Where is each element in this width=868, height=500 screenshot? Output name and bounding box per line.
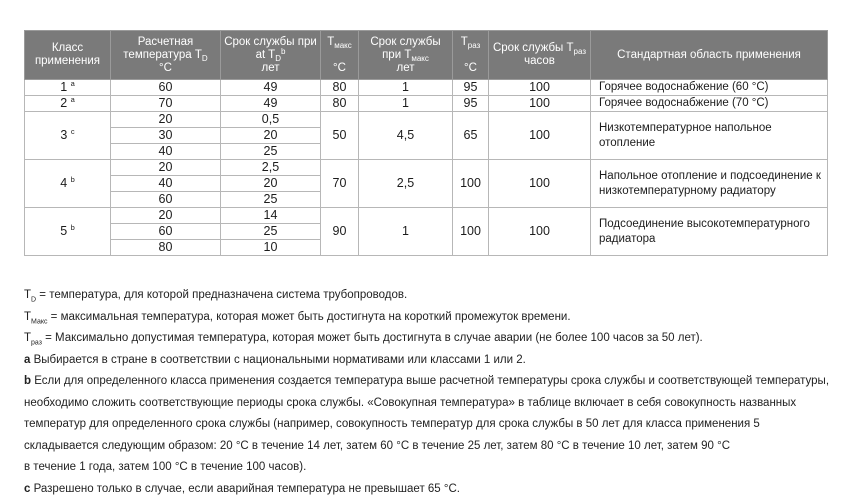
tmax-cell: 80 [321,96,359,112]
hours-cell: 100 [489,112,591,160]
note-b: b Если для определенного класса применения создается температура выше расчетной температуры срока службы и соответствующей температуры, [24,375,830,387]
application-cell: Низкотемпературное напольное отопление [591,112,828,160]
table-row [25,80,828,96]
life-max-cell: 1 [359,208,453,256]
header-life-at-tmal: Срок службы $T_{раз}$ часов [489,31,591,80]
life-cell: 25 [221,192,321,208]
life-cell: 25 [221,224,321,240]
class-cell: 1 $^a$ [25,80,111,96]
td-cell: 20 [111,208,221,224]
td-cell: 20 [111,160,221,176]
tmal-cell: 100 [453,208,489,256]
tmax-cell: 70 [321,160,359,208]
td-cell: 80 [111,240,221,256]
class-cell: 4 $^b$ [25,160,111,208]
application-cell: Подсоединение высокотемпературного радиатора [591,208,828,256]
hours-cell: 100 [489,96,591,112]
td-cell: 20 [111,112,221,128]
table-notes [24,285,854,500]
tmax-cell: 90 [321,208,359,256]
note-td: $T_D$ = температура, для которой предназначена система трубопроводов. [24,289,408,304]
header-life-at-td: Срок службы при at $T_D^b$ лет [221,31,321,80]
note-b-line3: температур для определенного срока службы (например, совокупность температур для срока службы в 50 лет для класса применения 5 [24,418,760,430]
application-cell: Напольное отопление и подсоединение к низкотемпературному радиатору [591,160,828,208]
header-tmax: $T_{макс}$ °C [321,31,359,80]
hours-cell: 100 [489,160,591,208]
note-tmal: $T_{раз}$ = Максимально допустимая температура, которая может быть достигнута в случае аварии (не более 100 часов за 50 лет). [24,332,703,347]
hours-cell: 100 [489,80,591,96]
table-row [25,208,828,224]
header-design-temp: Расчетная температура $T_D$ °C [111,31,221,80]
class-cell: 5 $^b$ [25,208,111,256]
life-cell: 2,5 [221,160,321,176]
table-header-row [25,31,828,80]
note-tmax: $T_{Макс}$ = максимальная температура, которая может быть достигнута на короткий промежуток времени. [24,310,571,325]
life-cell: 20 [221,128,321,144]
hours-cell: 100 [489,208,591,256]
table-row [25,160,828,176]
tmax-cell: 80 [321,80,359,96]
application-classes-table [24,30,828,256]
class-cell: 3 $^c$ [25,112,111,160]
header-tmal: $T_{раз}$ °C [453,31,489,80]
td-cell: 70 [111,96,221,112]
td-cell: 40 [111,176,221,192]
tmal-cell: 95 [453,80,489,96]
life-max-cell: 1 [359,80,453,96]
life-cell: 14 [221,208,321,224]
td-cell: 60 [111,80,221,96]
life-cell: 49 [221,80,321,96]
table-row [25,96,828,112]
td-cell: 40 [111,144,221,160]
life-cell: 49 [221,96,321,112]
table-row [25,112,828,128]
td-cell: 60 [111,192,221,208]
tmal-cell: 65 [453,112,489,160]
tmal-cell: 100 [453,160,489,208]
header-life-at-tmax: Срок службы при $T_{макс}$ лет [359,31,453,80]
life-cell: 0,5 [221,112,321,128]
td-cell: 30 [111,128,221,144]
header-class: Класс применения [25,31,111,80]
life-max-cell: 1 [359,96,453,112]
tmal-cell: 95 [453,96,489,112]
tmax-cell: 50 [321,112,359,160]
life-cell: 10 [221,240,321,256]
note-b-line5: в течение 1 года, затем 100 °C в течение 100 часов). [24,461,307,473]
header-application: Стандартная область применения [591,31,828,80]
life-max-cell: 4,5 [359,112,453,160]
note-c: c Разрешено только в случае, если аварийная температура не превышает 65 °C. [24,482,460,495]
life-cell: 20 [221,176,321,192]
class-cell: 2 $^a$ [25,96,111,112]
life-cell: 25 [221,144,321,160]
application-cell: Горячее водоснабжение (70 °C) [591,96,828,112]
note-b-line4: складывается следующим образом: 20 °C в течение 14 лет, затем 60 °C в течение 25 лет, затем 80 °C в течение 10 лет, затем 90 °C [24,439,731,452]
note-b-line2: необходимо сложить соответствующие периоды срока службы. «Совокупная температура» в таблице включает в себя совокупность названных [24,396,797,409]
note-a: a Выбирается в стране в соответствии с национальными нормативами или классами 1 или 2. [24,353,526,366]
td-cell: 60 [111,224,221,240]
application-cell: Горячее водоснабжение (60 °C) [591,80,828,96]
life-max-cell: 2,5 [359,160,453,208]
classes-table-container [24,30,827,256]
